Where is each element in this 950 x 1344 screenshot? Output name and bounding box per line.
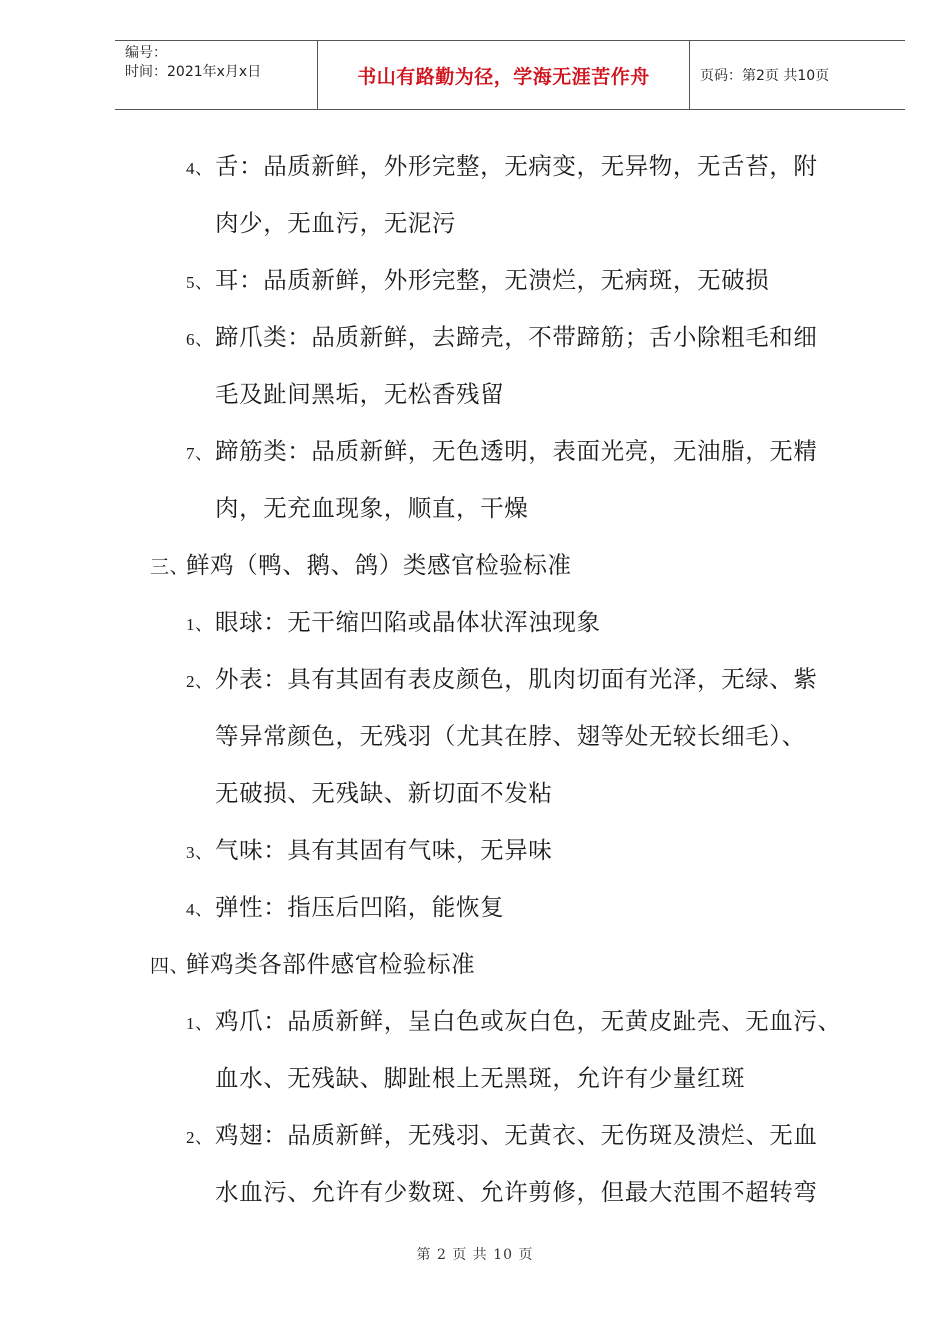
- section-heading: 三、鲜鸡（鸭、鹅、鸽）类感官检验标准: [150, 551, 572, 579]
- header-motto: 书山有路勤为径，学海无涯苦作舟: [317, 41, 690, 109]
- list-item: 1、眼球：无干缩凹陷或晶体状浑浊现象: [186, 608, 601, 636]
- header-meta: [115, 41, 317, 109]
- header-page-info: 页码：第2页 共10页: [700, 68, 830, 84]
- list-item-continuation: 肉少，无血污，无泥污: [215, 209, 456, 237]
- list-item: 4、弹性：指压后凹陷，能恢复: [186, 893, 505, 921]
- list-item-continuation: 水血污、允许有少数斑、允许剪修，但最大范围不超转弯: [215, 1178, 818, 1206]
- list-item: 4、舌：品质新鲜，外形完整，无病变，无异物，无舌苔，附: [186, 152, 818, 180]
- page-header: [115, 40, 905, 110]
- section-heading: 四、鲜鸡类各部件感官检验标准: [150, 950, 476, 978]
- list-item: 6、蹄爪类：品质新鲜，去蹄壳，不带蹄筋；舌小除粗毛和细: [186, 323, 818, 351]
- list-item-continuation: 毛及趾间黑垢，无松香残留: [215, 380, 505, 408]
- page-footer: 第 2 页 共 10 页: [416, 1247, 534, 1263]
- document-date: 时间：2021年x月x日: [125, 64, 262, 80]
- list-item: 3、气味：具有其固有气味，无异味: [186, 836, 553, 864]
- list-item-continuation: 血水、无残缺、脚趾根上无黑斑，允许有少量红斑: [215, 1064, 746, 1092]
- list-item: 2、鸡翅：品质新鲜，无残羽、无黄衣、无伤斑及溃烂、无血: [186, 1121, 818, 1149]
- document-id-label: 编号：: [125, 45, 167, 61]
- list-item-continuation: 肉，无充血现象，顺直，干燥: [215, 494, 529, 522]
- list-item: 1、鸡爪：品质新鲜，呈白色或灰白色，无黄皮趾壳、无血污、: [186, 1007, 842, 1035]
- list-item: 7、蹄筋类：品质新鲜，无色透明，表面光亮，无油脂，无精: [186, 437, 818, 465]
- list-item-continuation: 等异常颜色，无残羽（尤其在脖、翅等处无较长细毛）、: [215, 722, 806, 750]
- list-item: 5、耳：品质新鲜，外形完整，无溃烂，无病斑，无破损: [186, 266, 770, 294]
- list-item-continuation: 无破损、无残缺、新切面不发粘: [215, 779, 553, 807]
- list-item: 2、外表：具有其固有表皮颜色，肌肉切面有光泽，无绿、紫: [186, 665, 818, 693]
